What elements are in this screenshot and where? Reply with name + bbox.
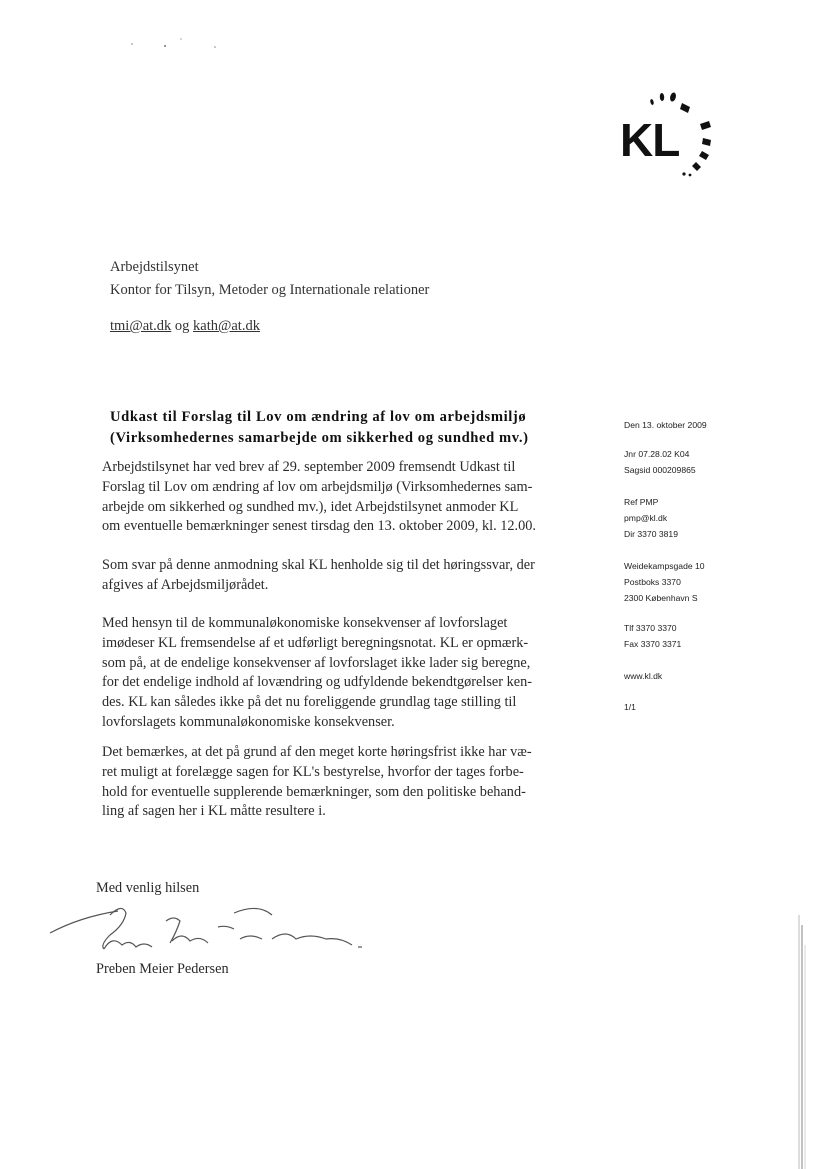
sidebar-email[interactable]: pmp@kl.dk [624, 513, 668, 523]
paragraph-3 [102, 614, 592, 733]
p1-line: Forslag til Lov om ændring af lov om arbejdsmiljø (Virksomhedernes sam- [102, 478, 533, 495]
sidebar-date: Den 13. oktober 2009 [624, 420, 707, 430]
p3-line: imødeser KL fremsendelse af et udførligt beregningsnotat. KL er opmærk- [102, 634, 529, 651]
sidebar-postbox: Postboks 3370 [624, 577, 681, 587]
p2-line: afgives af Arbejdsmiljørådet. [102, 576, 269, 593]
p3-line: for det endelige indhold af lovændring og udfyldende bekendtgørelser ken- [102, 674, 532, 691]
paragraph-1 [102, 458, 592, 537]
p4-line: hold for eventuelle supplerende bemærkninger, som den politiske behand- [102, 783, 526, 800]
scan-edge-lines [797, 915, 807, 1169]
paragraph-4 [102, 743, 592, 822]
email-link-kath[interactable]: kath@at.dk [193, 318, 260, 334]
p4-line: ret muligt at forelægge sagen for KL's bestyrelse, hvorfor der tages forbe- [102, 763, 524, 780]
sidebar-web[interactable]: www.kl.dk [624, 671, 663, 681]
kl-logo [612, 84, 722, 184]
recipient-department: Kontor for Tilsyn, Metoder og Internationale relationer [110, 282, 430, 298]
logo-text: KL [620, 114, 680, 166]
p1-line: arbejde om sikkerhed og sundhed mv.), idet Arbejdstilsynet anmoder KL [102, 498, 519, 515]
p3-line: lovforslagets kommunaløkonomiske konsekvenser. [102, 713, 395, 730]
sidebar-city: 2300 København S [624, 593, 698, 603]
recipient-emails [110, 318, 260, 335]
sidebar-direct-phone: Dir 3370 3819 [624, 529, 678, 539]
p3-line: som på, at de endelige konsekvenser af lovforslaget ikke lader sig beregne, [102, 654, 531, 671]
sidebar-page-number: 1/1 [624, 702, 636, 712]
sidebar-ref: Ref PMP [624, 497, 659, 507]
signer-name: Preben Meier Pedersen [96, 961, 229, 977]
sidebar-phone: Tlf 3370 3370 [624, 623, 677, 633]
closing-greeting: Med venlig hilsen [96, 880, 200, 896]
sidebar-sagsid: Sagsid 000209865 [624, 465, 696, 475]
letter-subject [110, 407, 610, 449]
p3-line: Med hensyn til de kommunaløkonomiske konsekvenser af lovforslaget [102, 615, 508, 631]
sidebar-fax: Fax 3370 3371 [624, 639, 682, 649]
p4-line: Det bemærkes, at det på grund af den meget korte høringsfrist ikke har væ- [102, 744, 532, 760]
scan-specks [120, 34, 240, 54]
email-link-tmi[interactable]: tmi@at.dk [110, 318, 172, 334]
p1-line: Arbejdstilsynet har ved brev af 29. september 2009 fremsendt Udkast til [102, 459, 516, 475]
sidebar-jnr: Jnr 07.28.02 K04 [624, 449, 690, 459]
sidebar-street: Weidekampsgade 10 [624, 561, 705, 571]
subject-line-2: (Virksomhedernes samarbejde om sikkerhed og sundhed mv.) [110, 430, 529, 446]
p2-line: Som svar på denne anmodning skal KL henholde sig til det høringssvar, der [102, 557, 535, 573]
p3-line: des. KL kan således ikke på det nu foreliggende grundlag tage stilling til [102, 694, 517, 711]
p1-line: om eventuelle bemærkninger senest tirsdag den 13. oktober 2009, kl. 12.00. [102, 518, 536, 535]
p4-line: ling af sagen her i KL måtte resultere i. [102, 803, 326, 820]
handwritten-signature [40, 895, 380, 965]
subject-line-1: Udkast til Forslag til Lov om ændring af lov om arbejdsmiljø [110, 409, 527, 425]
recipient-name: Arbejdstilsynet [110, 259, 199, 275]
email-joiner: og [171, 318, 194, 334]
paragraph-2 [102, 556, 592, 596]
